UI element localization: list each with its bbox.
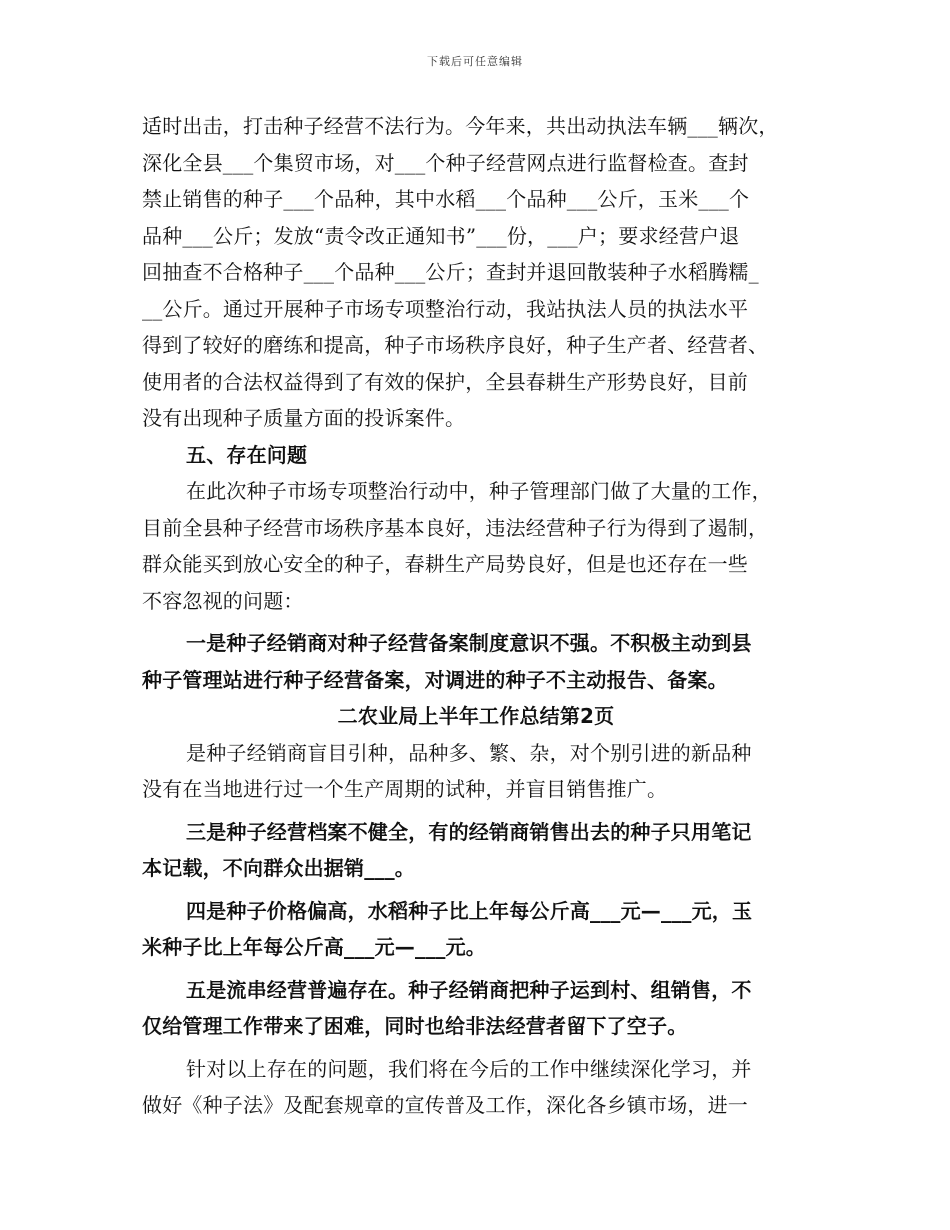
text-line: 种子管理站进行种子经营备案，对调进的种子不主动报告、备案。 [142,667,728,692]
text-line: 米种子比上年每公斤高___元—___元。 [142,935,486,959]
problem-item-5 [142,972,810,1045]
text-line: 不容忽视的问题： [142,588,304,613]
paragraph-problems-intro [142,473,810,619]
text-line: 一是种子经销商对种子经营备案制度意识不强。不积极主动到县 [186,631,752,655]
text-line: 针对以上存在的问题，我们将在今后的工作中继续深化学习，并 [186,1056,752,1081]
document-body [142,108,810,1124]
problem-item-1 [142,625,810,698]
text-line: 没有在当地进行过一个生产周期的试种，并盲目销售推广。 [142,777,668,801]
text-line: 品种___公斤；发放“责令改正通知书”___份，___户；要求经营户退 [142,223,740,248]
text-line: 本记载，不向群众出据销___。 [142,856,415,880]
text-line: 回抽查不合格种子___个品种___公斤；查封并退回散装种子水稻腾糯_ [142,260,759,284]
text-line: 三是种子经营档案不健全，有的经销商销售出去的种子只用笔记 [186,819,752,844]
header-note: 下载后可任意编辑 [427,55,523,68]
text-line: 得到了较好的磨练和提高，种子市场秩序良好，种子生产者、经营者、 [142,333,769,357]
text-line: 四是种子价格偏高，水稻种子比上年每公斤高___元—___元，玉 [186,898,753,923]
text-line: 目前全县种子经营市场秩序基本良好，违法经营种子行为得到了遏制， [142,515,769,540]
text-line: 禁止销售的种子___个品种，其中水稻___个品种___公斤，玉米___个 [142,187,750,211]
page-title: 二农业局上半年工作总结第2页 [337,704,615,728]
text-line: 适时出击，打击种子经营不法行为。今年来，共出动执法车辆___辆次， [142,114,779,138]
text-line: 在此次种子市场专项整治行动中，种子管理部门做了大量的工作， [186,479,772,503]
text-line: 五是流串经营普遍存在。种子经销商把种子运到村、组销售，不 [186,977,752,1002]
text-line: 使用者的合法权益得到了有效的保护，全县春耕生产形势良好，目前 [142,369,748,394]
text-line: 做好《种子法》及配套规章的宣传普及工作，深化各乡镇市场，进一 [142,1093,748,1117]
problem-item-2 [142,735,810,808]
section-heading: 五、存在问题 [186,442,308,467]
text-line: 没有出现种子质量方面的投诉案件。 [142,406,466,430]
text-line: 仅给管理工作带来了困难，同时也给非法经营者留下了空子。 [142,1014,688,1038]
problem-item-4 [142,893,810,966]
paragraph-enforcement-results [142,108,810,437]
text-line: 是种子经销商盲目引种，品种多、繁、杂，对个别引进的新品种 [186,740,752,765]
text-line: 深化全县___个集贸市场，对___个种子经营网点进行监督检查。查封 [142,150,749,175]
text-line: 群众能买到放心安全的种子，春耕生产局势良好，但是也还存在一些 [142,552,748,576]
problem-item-3 [142,814,810,887]
paragraph-next-steps [142,1051,810,1124]
text-line: __公斤。通过开展种子市场专项整治行动，我站执法人员的执法水平 [142,296,749,321]
